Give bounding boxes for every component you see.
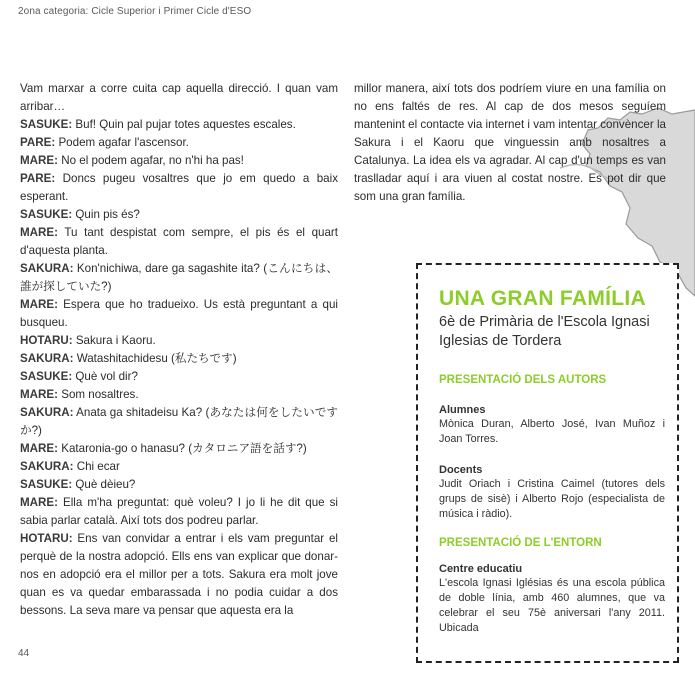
dialogue-line [20, 476, 338, 494]
page-number: 44 [18, 648, 30, 659]
dialogue-line [20, 458, 338, 476]
speaker-label: HOTARU: [20, 532, 73, 545]
box-title: UNA GRAN FAMÍLIA [439, 287, 647, 310]
dialogue-lines [20, 116, 338, 620]
dialogue-line [20, 386, 338, 404]
dialogue-line [20, 296, 338, 332]
dialogue-text: Buf! Quin pal pujar totes aquestes escales. [72, 118, 296, 131]
dialogue-line [20, 224, 338, 260]
dialogue-line [20, 440, 338, 458]
teachers-heading: Docents [439, 464, 483, 476]
students-heading: Alumnes [439, 404, 486, 416]
intro-paragraph: Vam marxar a corre cuita cap aquella direcció. I quan vam arribar… [20, 82, 338, 113]
dialogue-text: Podem agafar l'ascensor. [55, 136, 189, 149]
dialogue-line [20, 530, 338, 620]
continuation-column [354, 80, 666, 206]
speaker-label: PARE: [20, 136, 56, 149]
speaker-label: SAKURA: [20, 460, 74, 473]
speaker-label: SAKURA: [20, 262, 74, 275]
dialogue-text: Som nosaltres. [58, 388, 139, 401]
dialogue-line [20, 332, 338, 350]
running-header: 2ona categoria: Cicle Superior i Primer Cicle d'ESO [18, 6, 252, 17]
dialogue-text: Ella m'ha preguntat: què voleu? I jo li he dit que si sabia parlar català. Així tots dos podreu parlar. [20, 496, 338, 527]
center-text: L'escola Ignasi Iglésias és una escola pública de doble línia, amb 460 alumnes, que va celebrar el seu 75è aniversari l'any 2011. Ubicada [439, 577, 665, 634]
speaker-label: MARE: [20, 226, 58, 239]
info-box [416, 263, 679, 663]
dialogue-text: No el podem agafar, no n'hi ha pas! [58, 154, 244, 167]
box-subtitle: 6è de Primària de l'Escola Ignasi Iglesias de Tordera [439, 314, 650, 349]
dialogue-text: Què dèieu? [72, 478, 136, 491]
dialogue-line [20, 116, 338, 134]
dialogue-line [20, 368, 338, 386]
speaker-label: SAKURA: [20, 406, 74, 419]
speaker-label: MARE: [20, 496, 58, 509]
dialogue-line [20, 152, 338, 170]
students-text: Mònica Duran, Alberto José, Ivan Muñoz i Joan Torres. [439, 418, 665, 445]
speaker-label: MARE: [20, 388, 58, 401]
dialogue-text: Anata ga shitadeisu Ka? (あなたは何をしたいですか?) [20, 406, 338, 437]
speaker-label: SAKURA: [20, 352, 74, 365]
dialogue-column [20, 80, 338, 620]
section-authors: PRESENTACIÓ DELS AUTORS [439, 374, 607, 386]
dialogue-text: Sakura i Kaoru. [72, 334, 156, 347]
dialogue-line [20, 260, 338, 296]
dialogue-text: Kataronia-go o hanasu? (カタロニア語を話す?) [58, 442, 307, 455]
speaker-label: MARE: [20, 442, 58, 455]
speaker-label: SASUKE: [20, 118, 73, 131]
dialogue-text: Tu tant despistat com sempre, el pis és el quart d'aquesta planta. [20, 226, 338, 257]
dialogue-text: Watashitachidesu (私たちです) [73, 352, 237, 365]
speaker-label: MARE: [20, 154, 58, 167]
speaker-label: HOTARU: [20, 334, 73, 347]
center-heading: Centre educatiu [439, 563, 523, 575]
dialogue-line [20, 206, 338, 224]
continuation-paragraph: millor manera, així tots dos podríem viure en una família on no ens faltés de res. Al cap de dos mesos seguíem mantenint el contacte via internet i vam intentar convèncer la Sakura i el Kaoru que vinguessin amb nosaltres a Catalunya. La idea els va agradar. Al cap d'un temps es van traslladar aquí i ara viuen al costat nostre. Es pot dir que som una gran família. [354, 82, 666, 203]
dialogue-line [20, 350, 338, 368]
dialogue-text: Doncs pugeu vosaltres que jo em quedo a baix esperant. [20, 172, 338, 203]
speaker-label: MARE: [20, 298, 58, 311]
dialogue-text: Chi ecar [73, 460, 120, 473]
teachers-text: Judit Oriach i Cristina Caimel (tutores dels grups de sisè) i Alberto Rojo (especialista de música i ràdio). [439, 478, 665, 520]
dialogue-text: Què vol dir? [72, 370, 138, 383]
dialogue-text: Kon'nichiwa, dare ga sagashite ita? (こんにちは、誰が探していた?) [20, 262, 338, 293]
speaker-label: SASUKE: [20, 208, 73, 221]
dialogue-text: Espera que ho tradueixo. Us està preguntant a qui busqueu. [20, 298, 338, 329]
dialogue-line [20, 494, 338, 530]
section-environment: PRESENTACIÓ DE L'ENTORN [439, 537, 602, 549]
dialogue-text: Ens van convidar a entrar i els vam preguntar el perquè de la nostra adopció. Ells ens van explicar que donar-nos en adopció era el millor per a tots. Sakura era molt jove quan es va quedar embarassada i no podia cuidar a dos bessons. La seva mare va pensar que aquesta era la [20, 532, 338, 617]
speaker-label: SASUKE: [20, 370, 73, 383]
dialogue-line [20, 170, 338, 206]
dialogue-text: Quin pis és? [72, 208, 140, 221]
speaker-label: SASUKE: [20, 478, 73, 491]
dialogue-line [20, 134, 338, 152]
dialogue-line [20, 404, 338, 440]
speaker-label: PARE: [20, 172, 56, 185]
